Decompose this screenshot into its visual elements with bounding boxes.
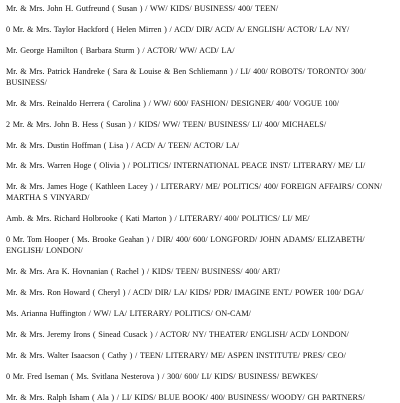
guest-entry-hamilton: Mr. George Hamilton ( Barbara Sturm ) / ACTOR/ WW/ ACD/ LA/ xyxy=(6,45,235,55)
guest-entry-isaacson: Mr. & Mrs. Walter Isaacson ( Cathy ) / TEEN/ LITERARY/ ME/ ASPEN INSTITUTE/ PRES/ CEO/ xyxy=(6,350,346,360)
guest-entry-holbrooke: Amb. & Mrs. Richard Holbrooke ( Kati Marton ) / LITERARY/ 400/ POLITICS/ LI/ ME/ xyxy=(6,214,310,224)
guest-entry-warren-hoge: Mr. & Mrs. Warren Hoge ( Olivia ) / POLITICS/ INTERNATIONAL PEACE INST/ LITERARY/ ME/ LI/ xyxy=(6,161,366,171)
guest-entry-hackford: 0 Mr. & Mrs. Taylor Hackford ( Helen Mirren ) / ACD/ DIR/ ACD/ A/ ENGLISH/ ACTOR/ LA/ NY/ xyxy=(6,24,350,34)
guest-entry-isham: Mr. & Mrs. Ralph Isham ( Ala ) / LI/ KIDS/ BLUE BOOK/ 400/ BUSINESS/ WOODY/ GH PARTNERS/ xyxy=(6,392,365,402)
guest-entry-irons: Mr. & Mrs. Jeremy Irons ( Sinead Cusack ) / ACTOR/ NY/ THEATER/ ENGLISH/ ACD/ LONDON/ xyxy=(6,329,349,339)
guest-entry-hovnanian: Mr. & Mrs. Ara K. Hovnanian ( Rachel ) / KIDS/ TEEN/ BUSINESS/ 400/ ART/ xyxy=(6,266,281,276)
guest-entry-hooper: 0 Mr. Tom Hooper ( Ms. Brooke Geahan ) / DIR/ 400/ 600/ LONGFORD/ JOHN ADAMS/ ELIZABETH/ ENGLISH/ LONDON/ xyxy=(6,235,365,255)
guest-entry-gutfreund: Mr. & Mrs. John H. Gutfreund ( Susan ) / WW/ KIDS/ BUSINESS/ 400/ TEEN/ xyxy=(6,4,279,13)
guest-entry-iseman: 0 Mr. Fred Iseman ( Ms. Svitlana Nesterova ) / 300/ 600/ LI/ KIDS/ BUSINESS/ BEWKES/ xyxy=(6,371,318,381)
guest-entry-howard: Mr. & Mrs. Ron Howard ( Cheryl ) / ACD/ DIR/ LA/ KIDS/ PDR/ IMAGINE ENT./ POWER 100/ DGA/ xyxy=(6,287,364,297)
guest-entry-handreke: Mr. & Mrs. Patrick Handreke ( Sara & Louise & Ben Schliemann ) / LI/ 400/ ROBOTS/ TORONTO/ 300/ BUSINESS/ xyxy=(6,66,366,87)
guest-entry-james-hoge: Mr. & Mrs. James Hoge ( Kathleen Lacey ) / LITERARY/ ME/ POLITICS/ 400/ FOREIGN AFFAIRS/ CONN/ MARTHA S VINYARD/ xyxy=(6,182,383,203)
guest-entry-hoffman: Mr. & Mrs. Dustin Hoffman ( Lisa ) / ACD/ A/ TEEN/ ACTOR/ LA/ xyxy=(6,140,240,150)
guest-entry-herrera: Mr. & Mrs. Reinaldo Herrera ( Carolina ) / WW/ 600/ FASHION/ DESIGNER/ 400/ VOGUE 100/ xyxy=(6,98,340,108)
guest-entry-hess: 2 Mr. & Mrs. John B. Hess ( Susan ) / KIDS/ WW/ TEEN/ BUSINESS/ LI/ 400/ MICHAELS/ xyxy=(6,119,327,129)
guest-entry-huffington: Ms. Arianna Huffington / WW/ LA/ LITERARY/ POLITICS/ ON-CAM/ xyxy=(6,308,251,318)
